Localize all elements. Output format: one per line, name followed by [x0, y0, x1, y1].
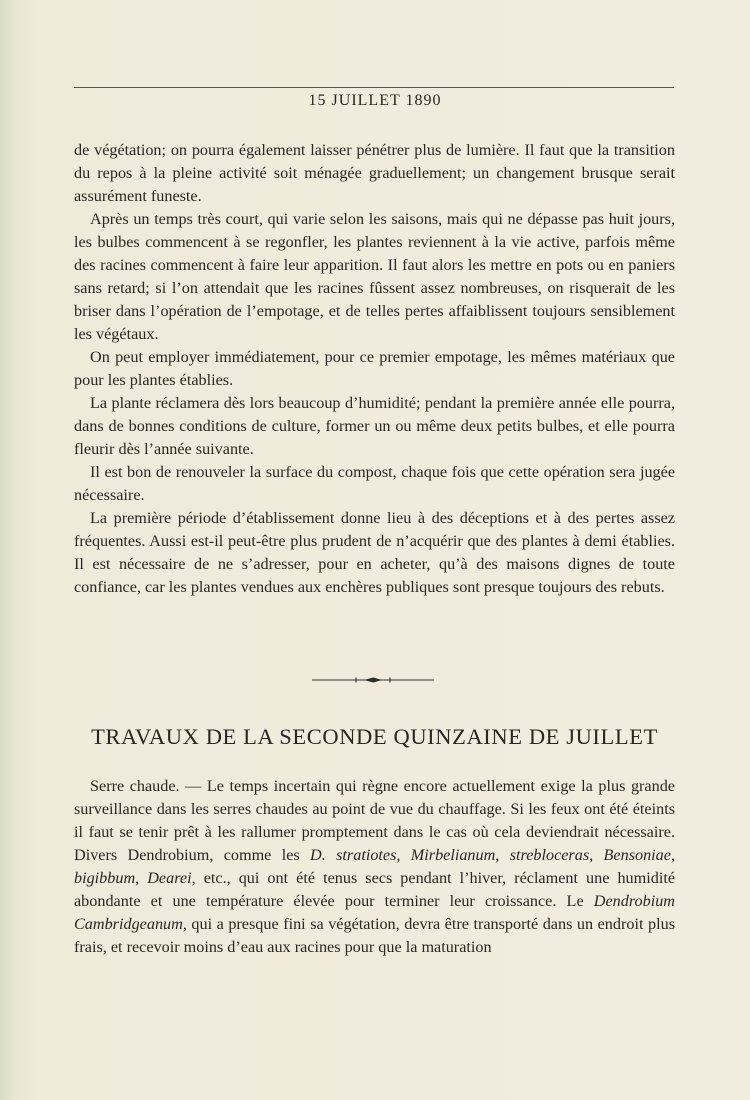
- running-head: 15 JUILLET 1890: [308, 92, 442, 109]
- paragraph-continued: de végétation; on pourra également laisser pénétrer plus de lumière. Il faut que la transition du repos à la pleine activité soit ménagée graduellement; un changement brusque serait assurément funeste.: [74, 141, 675, 205]
- text-run: qui a presque fini sa végétation, devra être transporté dans un endroit plus frais, et recevoir moins d’eau aux racines pour que la maturation: [74, 915, 675, 956]
- text-run: — Le temps incertain qui règne encore actuellement exige la plus grande surveillance dans les serres chaudes au point de vue du chauffage. Si les feux ont été éteints il faut se tenir prêt à les rallumer promptement dans le cas où cela deviendrait nécessaire. Divers Dendrobium, comme les: [74, 777, 675, 864]
- body-text-bottom: [74, 775, 675, 959]
- section-title: TRAVAUX DE LA SECONDE QUINZAINE DE JUILLET: [91, 724, 658, 749]
- species-name: Dendrobium Cambridgeanum,: [74, 892, 675, 933]
- header-rule: [74, 87, 674, 88]
- paragraph: La plante réclamera dès lors beaucoup d’humidité; pendant la première année elle pourra, dans de bonnes conditions de culture, former un ou même deux petits bulbes, et elle pourra fleurir dès l’année suivante.: [74, 394, 675, 458]
- paragraph: Il est bon de renouveler la surface du compost, chaque fois que cette opération sera jugée nécessaire.: [74, 463, 675, 504]
- species-list: D. stratiotes, Mirbelianum, strebloceras, Bensoniae, bigibbum, Dearei,: [74, 846, 675, 887]
- fleuron-divider-icon: [312, 676, 434, 684]
- section-paragraph: [74, 775, 675, 959]
- paragraph: Après un temps très court, qui varie selon les saisons, mais qui ne dépasse pas huit jours, les bulbes commencent à se regonfler, les plantes reviennent à la vie active, parfois même des racines commencent à faire leur apparition. Il faut alors les mettre en pots ou en paniers sans retard; si l’on attendait que les racines fûssent assez nombreuses, on risquerait de les briser dans l’opération de l’empotage, et de telles pertes affaiblissent toujours sensiblement les végétaux.: [74, 210, 675, 343]
- paragraph: On peut employer immédiatement, pour ce premier empotage, les mêmes matériaux que pour les plantes établies.: [74, 348, 675, 389]
- body-text-top: [74, 139, 675, 599]
- paragraph: La première période d’établissement donne lieu à des déceptions et à des pertes assez fréquentes. Aussi est-il peut-être plus prudent de n’acquérir que des plantes à demi établies. Il est nécessaire de ne s’adresser, pour en acheter, qu’à des maisons dignes de toute confiance, car les plantes vendues aux enchères publiques sont presque toujours des rebuts.: [74, 509, 675, 596]
- text-run: etc., qui ont été tenus secs pendant l’hiver, réclament une humidité abondante et une température élevée pour terminer leur croissance. Le: [74, 869, 675, 910]
- paragraph-lead: Serre chaude.: [90, 777, 180, 795]
